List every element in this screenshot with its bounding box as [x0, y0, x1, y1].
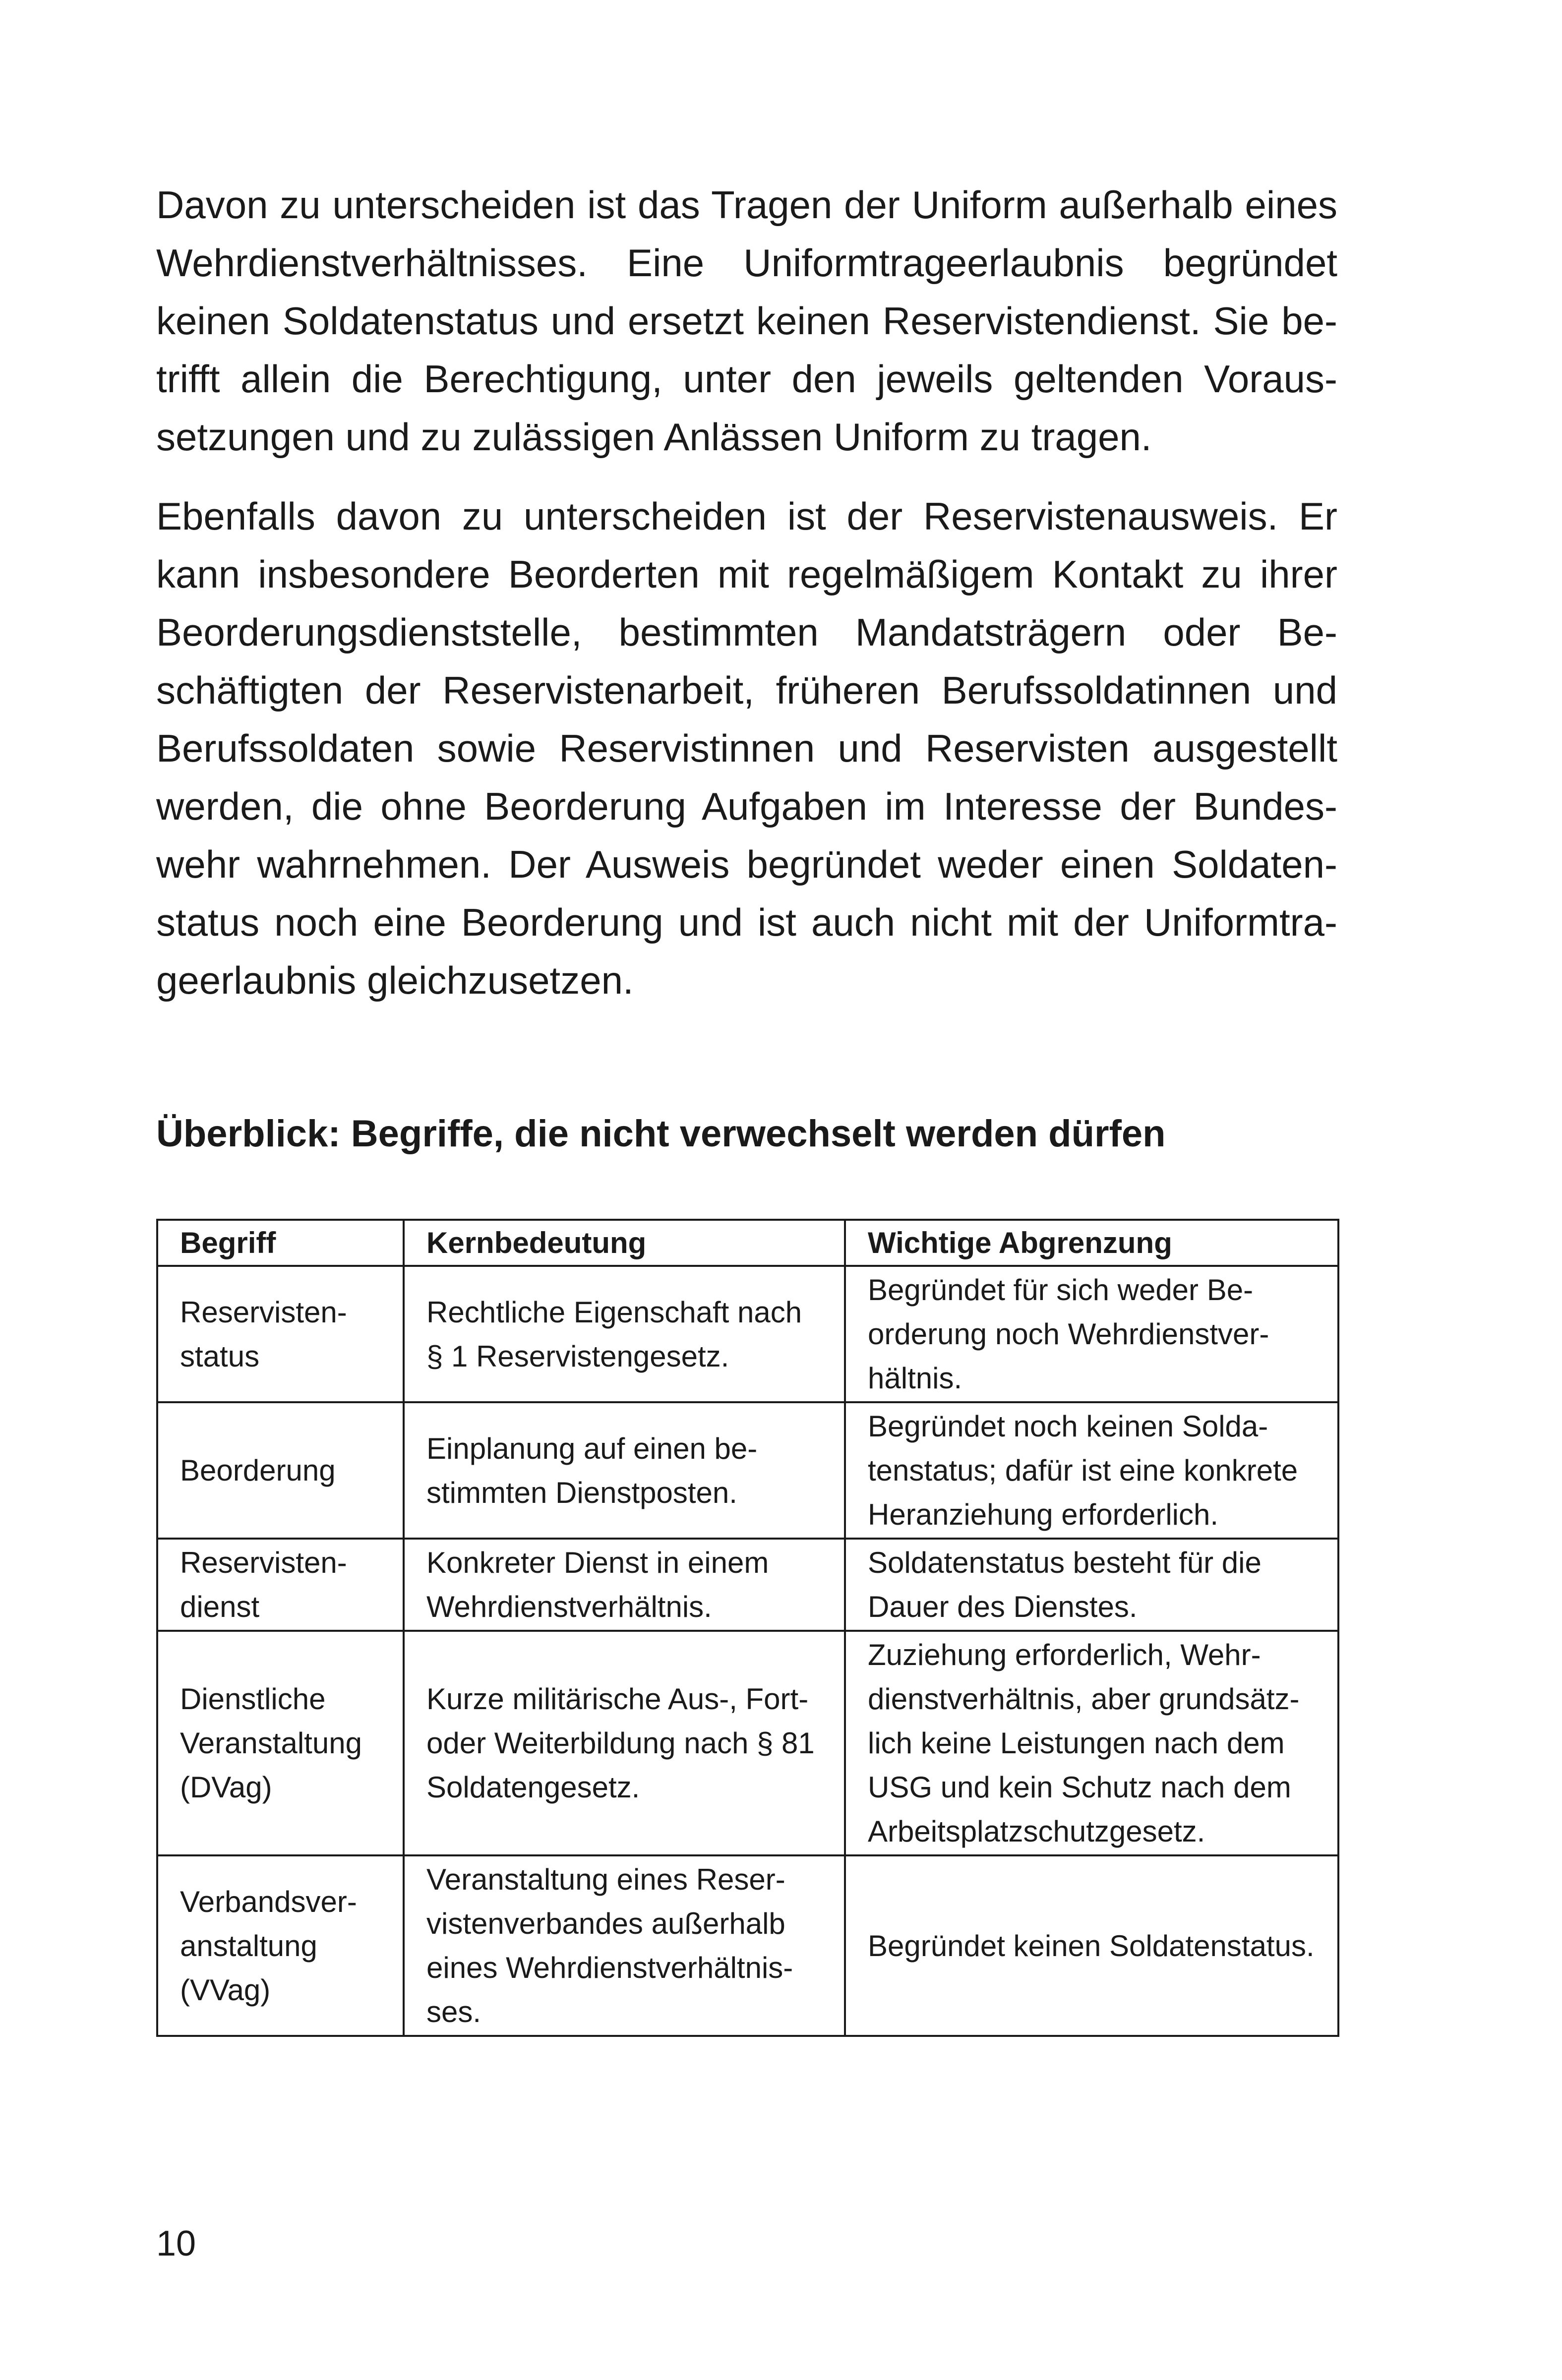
table-row — [157, 1539, 1338, 1631]
cell-kernbedeutung: Kurze militärische Aus-, Fort- oder Weiterbildung nach § 81 Soldatengesetz. — [404, 1631, 845, 1855]
table-row — [157, 1631, 1338, 1855]
table-row — [157, 1266, 1338, 1402]
overview-table-wrapper — [156, 1219, 1337, 2037]
table-row — [157, 1855, 1338, 2036]
paragraph-reservistenausweis: Ebenfalls davon zu unterscheiden ist der Reservistenausweis. Er kann insbesondere Beorderten mit regelmäßigem Kontakt zu ihrer Beorderungsdienststelle, bestimmten Mandatsträgern oder Beschäftigten der Reservistenarbeit, früheren Berufssoldatinnen und Berufssoldaten sowie Reservistinnen und Reservisten ausgestellt werden, die ohne Beorderung Aufgaben im Interesse der Bundeswehr wahrnehmen. Der Ausweis begründet weder einen Soldatenstatus noch eine Beorderung und ist auch nicht mit der Uniformtrageerlaubnis gleichzusetzen. — [156, 494, 1337, 1002]
cell-begriff: Reservistenstatus — [157, 1266, 404, 1402]
header-kernbedeutung: Kernbedeutung — [404, 1220, 845, 1266]
cell-abgrenzung: Soldatenstatus besteht für die Dauer des Dienstes. — [845, 1539, 1338, 1631]
cell-abgrenzung: Begründet für sich weder Beorderung noch Wehrdienstverhältnis. — [845, 1266, 1338, 1402]
table-header-row — [157, 1220, 1338, 1266]
section-heading: Überblick: Begriffe, die nicht verwechselt werden dürfen — [156, 1113, 1166, 1155]
header-begriff: Begriff — [157, 1220, 404, 1266]
cell-begriff: Beorderung — [157, 1402, 404, 1539]
cell-kernbedeutung: Rechtliche Eigenschaft nach § 1 Reservistengesetz. — [404, 1266, 845, 1402]
overview-table — [156, 1219, 1339, 2037]
cell-kernbedeutung: Veranstaltung eines Reservistenverbandes außerhalb eines Wehrdienstverhältnisses. — [404, 1855, 845, 2036]
table-row — [157, 1402, 1338, 1539]
cell-begriff: Dienstliche Veranstaltung (DVag) — [157, 1631, 404, 1855]
cell-abgrenzung: Zuziehung erforderlich, Wehrdienstverhältnis, aber grundsätzlich keine Leistungen nach dem USG und kein Schutz nach dem Arbeitsplatzschutzgesetz. — [845, 1631, 1338, 1855]
header-abgrenzung: Wichtige Abgrenzung — [845, 1220, 1338, 1266]
cell-abgrenzung: Begründet keinen Soldatenstatus. — [845, 1855, 1338, 2036]
cell-begriff: Reservistendienst — [157, 1539, 404, 1631]
page-content — [156, 176, 1337, 2037]
paragraph-uniform: Davon zu unterscheiden ist das Tragen der Uniform außerhalb eines Wehrdienstverhältnisses. Eine Uniformtrageerlaubnis begründet keinen Soldatenstatus und ersetzt keinen Reservistendienst. Sie betrifft allein die Berechtigung, unter den jeweils geltenden Voraussetzungen und zu zulässigen Anlässen Uniform zu tragen. — [156, 183, 1337, 459]
cell-abgrenzung: Begründet noch keinen Soldatenstatus; dafür ist eine konkrete Heranziehung erforderlich. — [845, 1402, 1338, 1539]
page-number: 10 — [156, 2224, 196, 2263]
cell-kernbedeutung: Konkreter Dienst in einem Wehrdienstverhältnis. — [404, 1539, 845, 1631]
cell-kernbedeutung: Einplanung auf einen bestimmten Dienstposten. — [404, 1402, 845, 1539]
cell-begriff: Verbandsveranstaltung (VVag) — [157, 1855, 404, 2036]
